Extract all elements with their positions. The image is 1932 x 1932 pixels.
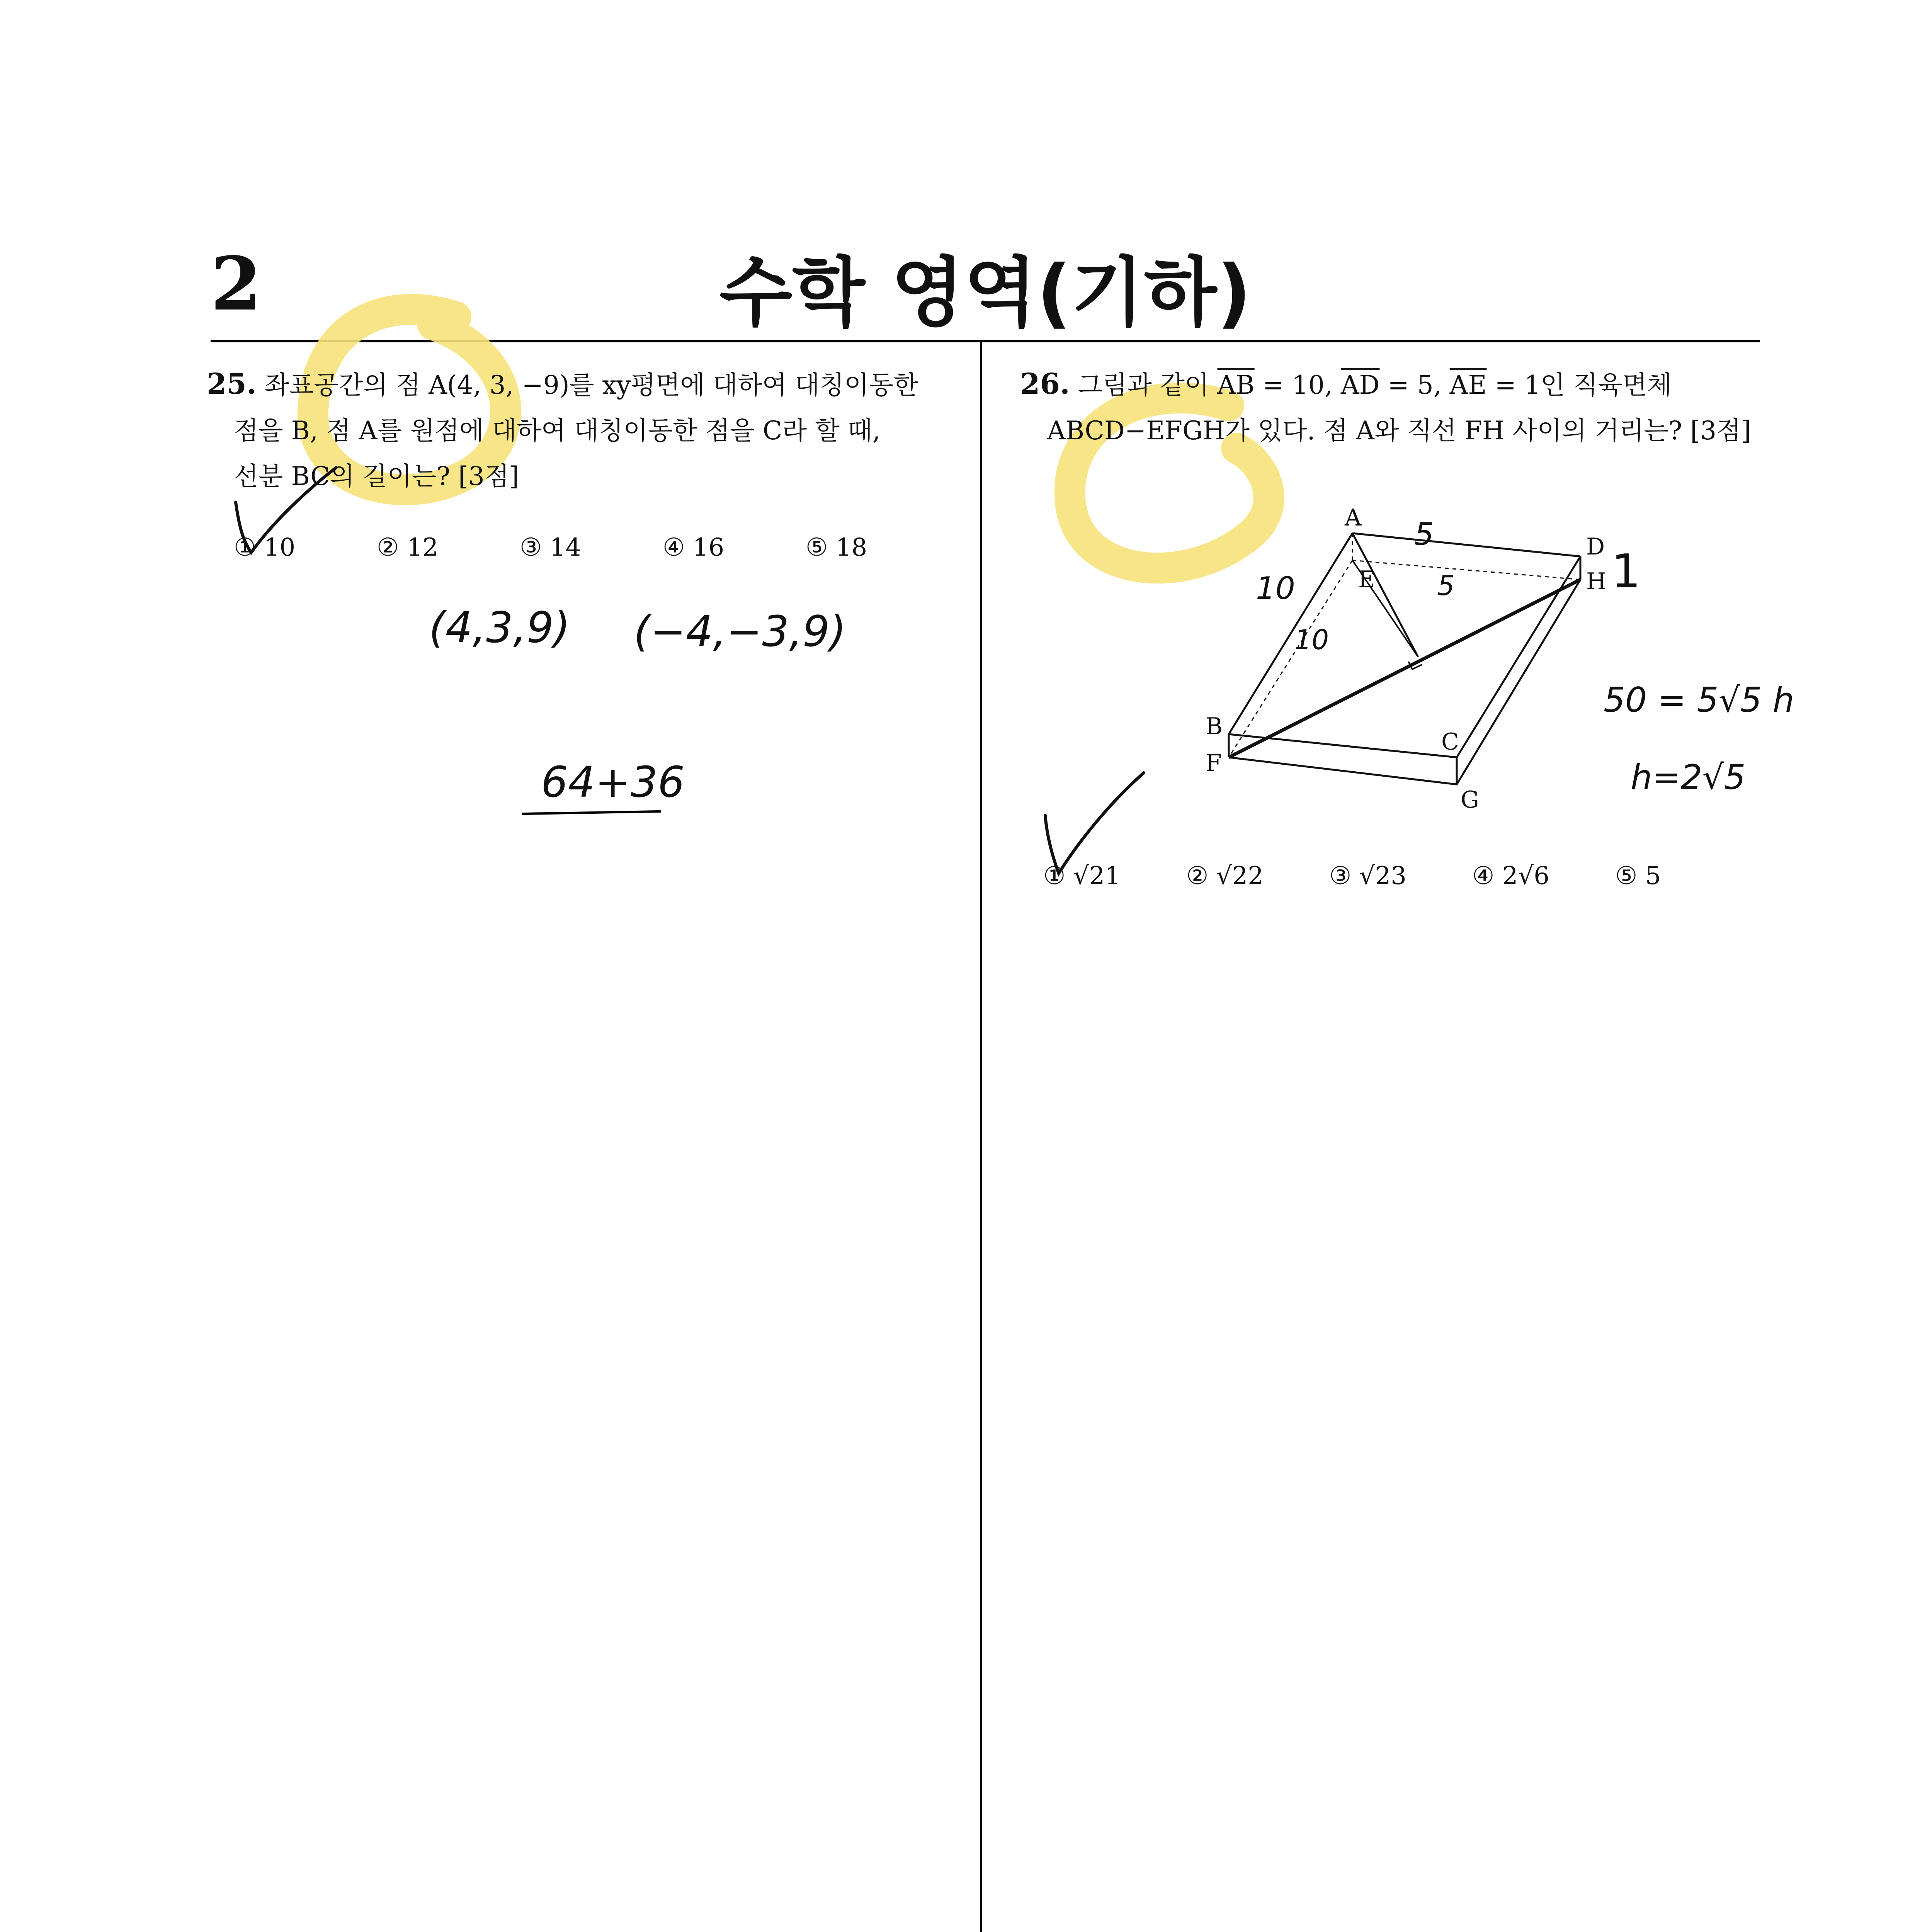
label-f: F [1206, 750, 1222, 777]
page-number: 2 [211, 241, 262, 327]
question-26-line1: 26. 그림과 같이 $\overline{AB} = 10$, $\overline{AD} = 5$, $\overline{AE} = 1$인 직육면체 [1020, 367, 1672, 401]
choice-2[interactable]: ② √22 [1186, 862, 1264, 890]
checkmark-q25 [228, 464, 344, 564]
segment-ad: $\overline{AD}$ [1340, 370, 1380, 400]
choice-2[interactable]: ② 12 [377, 533, 439, 562]
handwritten-1-right: 1 [1611, 545, 1641, 599]
question-25-line3: 선분 BC의 길이는? [3점] [234, 461, 519, 491]
choice-3[interactable]: ③ 14 [520, 533, 582, 562]
answer-choices-26 [1043, 862, 1712, 890]
question-text: 좌표공간의 점 A(4, 3, −9)를 xy평면에 대하여 대칭이동한 [264, 370, 918, 400]
handwritten-c-coords: (−4,−3,9) [634, 607, 847, 656]
choice-1[interactable]: ① √21 [1043, 862, 1121, 890]
question-25-line1 [207, 361, 964, 408]
box-figure [1190, 502, 1615, 811]
handwritten-underline [522, 810, 661, 815]
label-c: C [1441, 728, 1459, 755]
question-26-line2: ABCD−EFGH가 있다. 점 A와 직선 FH 사이의 거리는? [3점] [1047, 416, 1751, 446]
choice-3[interactable]: ③ √23 [1329, 862, 1406, 890]
label-a: A [1345, 504, 1362, 531]
handwritten-equation: 50 = 5√5 h [1604, 680, 1794, 720]
question-26 [1020, 361, 1777, 454]
label-b: B [1206, 713, 1223, 740]
handwritten-10-diag: 10 [1294, 624, 1329, 656]
question-25-line2: 점을 B, 점 A를 원점에 대하여 대칭이동한 점을 C라 할 때, [234, 416, 881, 446]
label-d: D [1586, 533, 1605, 560]
handwritten-sum: 64+36 [541, 757, 685, 807]
handwritten-5-top: 5 [1414, 516, 1434, 552]
segment-ab: $\overline{AB}$ [1217, 370, 1255, 400]
section-title: 수학 영역(기하) [719, 249, 1252, 337]
column-divider [980, 342, 982, 1932]
choice-4[interactable]: ④ 2√6 [1472, 862, 1549, 890]
label-g: G [1461, 786, 1479, 811]
question-number: 26. [1020, 367, 1070, 401]
choice-5[interactable]: ⑤ 5 [1615, 862, 1661, 890]
handwritten-b-coords: (4,3,9) [429, 603, 570, 652]
choice-4[interactable]: ④ 16 [663, 533, 724, 562]
handwritten-5-inner: 5 [1437, 570, 1455, 602]
question-number: 25. [207, 367, 257, 401]
label-e: E [1358, 566, 1375, 593]
segment-ae: $\overline{AE}$ [1449, 370, 1487, 400]
choice-1[interactable]: ① 10 [234, 533, 296, 562]
handwritten-10-left: 10 [1256, 570, 1295, 606]
label-h: H [1586, 568, 1607, 595]
choice-5[interactable]: ⑤ 18 [806, 533, 867, 562]
handwritten-h-value: h=2√5 [1631, 757, 1746, 797]
